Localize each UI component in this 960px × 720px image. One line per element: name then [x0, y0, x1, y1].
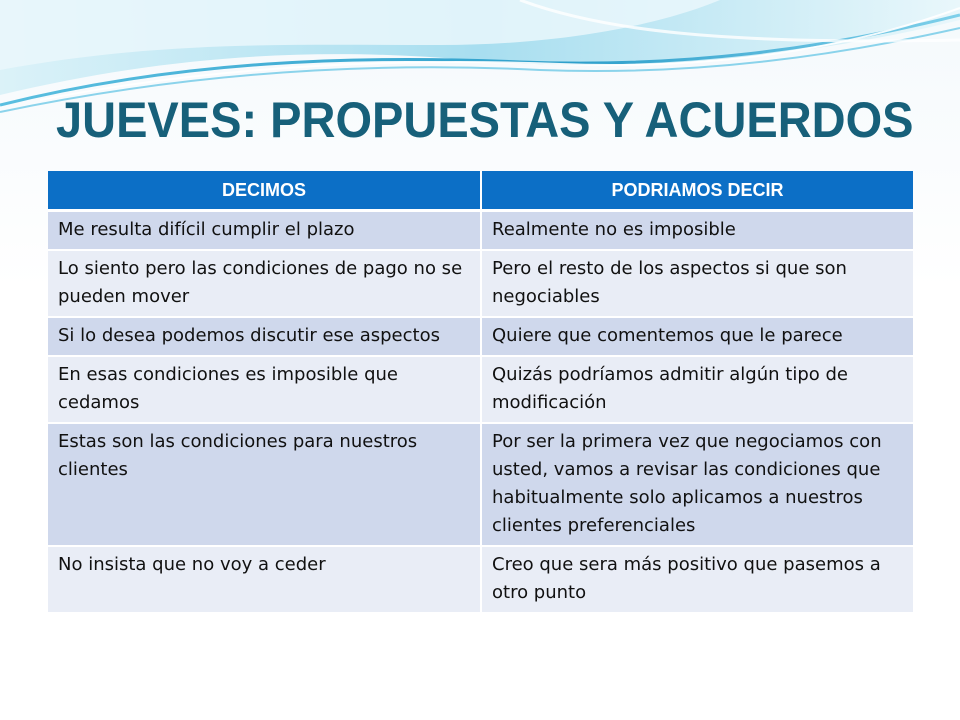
negotiation-table [48, 171, 913, 614]
table-row [48, 356, 913, 423]
column-header-podriamos-decir: PODRIAMOS DECIR [481, 171, 913, 211]
table-header-row [48, 171, 913, 211]
table-cell: Quiere que comentemos que le parece [481, 317, 913, 356]
table-row [48, 546, 913, 613]
table-row [48, 211, 913, 251]
table-cell: Si lo desea podemos discutir ese aspectos [48, 317, 481, 356]
table-row [48, 250, 913, 317]
table-row [48, 317, 913, 356]
column-header-decimos: DECIMOS [48, 171, 481, 211]
table-cell: Pero el resto de los aspectos si que son negociables [481, 250, 913, 317]
table-cell: Me resulta difícil cumplir el plazo [48, 211, 481, 251]
table-cell: Realmente no es imposible [481, 211, 913, 251]
table-cell: En esas condiciones es imposible que cedamos [48, 356, 481, 423]
table-cell: No insista que no voy a ceder [48, 546, 481, 613]
table-cell: Por ser la primera vez que negociamos con usted, vamos a revisar las condiciones que habitualmente solo aplicamos a nuestros clientes preferenciales [481, 423, 913, 546]
table-cell: Lo siento pero las condiciones de pago no se pueden mover [48, 250, 481, 317]
table-cell: Creo que sera más positivo que pasemos a otro punto [481, 546, 913, 613]
table-cell: Quizás podríamos admitir algún tipo de modificación [481, 356, 913, 423]
table-cell: Estas son las condiciones para nuestros clientes [48, 423, 481, 546]
table-row [48, 423, 913, 546]
page-title: JUEVES: PROPUESTAS Y ACUERDOS [56, 92, 914, 148]
